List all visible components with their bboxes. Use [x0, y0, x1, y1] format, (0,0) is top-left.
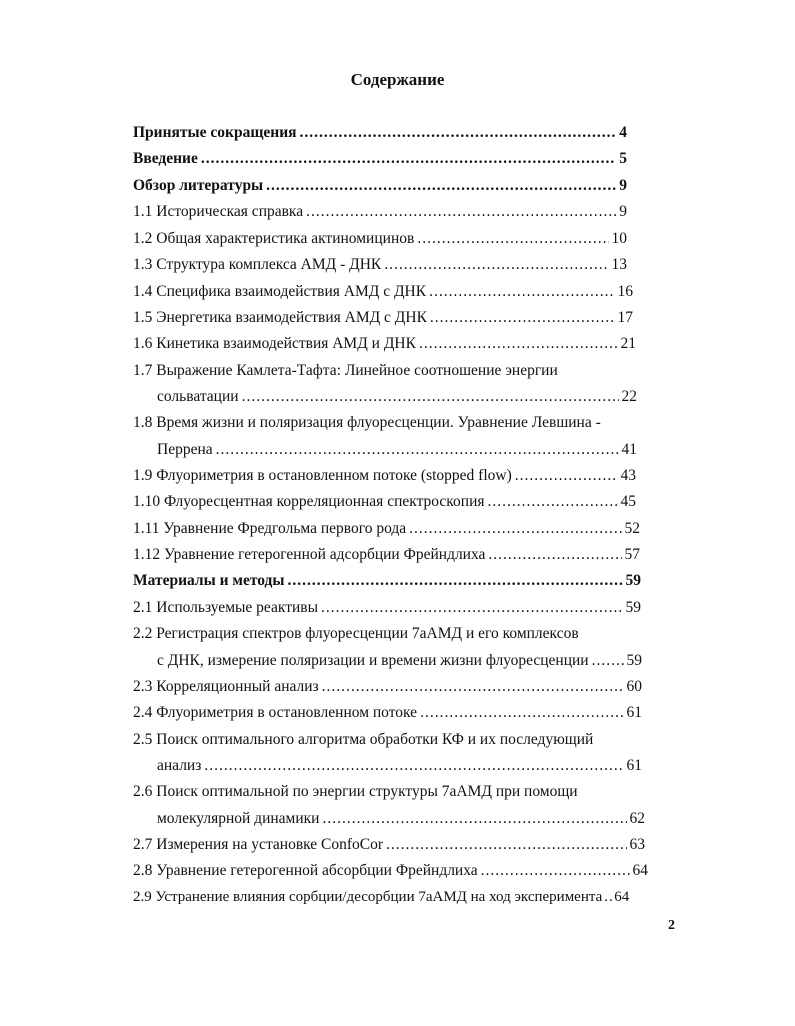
- toc-leader: [204, 755, 623, 777]
- toc-leader: [322, 676, 624, 698]
- toc-leader: [300, 122, 617, 144]
- toc-entry-page: 5: [619, 150, 627, 167]
- toc-entry: [157, 755, 642, 777]
- toc-entry-text: 2.4 Флуориметрия в остановленном потоке: [133, 704, 418, 721]
- toc-entry-page: 22: [621, 388, 637, 405]
- toc-entry-page: 57: [624, 546, 640, 563]
- toc-leader: [201, 148, 616, 170]
- toc-entry-text: 1.11 Уравнение Фредгольма первого рода: [133, 520, 407, 537]
- toc-entry: [133, 175, 627, 197]
- toc-entry: [133, 518, 640, 540]
- toc-entry: [133, 729, 642, 751]
- toc-entry-text: с ДНК, измерение поляризации и времени жизни флуоресценции: [157, 652, 589, 669]
- toc-entry-page: 21: [620, 335, 636, 352]
- toc-entry: [133, 570, 641, 592]
- toc-entry-text: 2.9 Устранение влияния сорбции/десорбции 7аАМД на ход эксперимента: [133, 889, 603, 905]
- toc-entry-page: 59: [626, 652, 642, 669]
- toc-entry: [133, 281, 633, 303]
- toc-entry-page: 4: [619, 124, 627, 141]
- toc-entry-text: 1.1 Историческая справка: [133, 203, 304, 220]
- toc-entry-text: Материалы и методы: [133, 572, 285, 589]
- toc-entry: [133, 360, 636, 382]
- toc-leader: [515, 465, 618, 487]
- toc-entry-text: Введение: [133, 150, 198, 167]
- toc-entry-text: 1.4 Специфика взаимодействия АМД с ДНК: [133, 283, 427, 300]
- toc-entry-page: 64: [614, 889, 630, 905]
- toc-entry-text: 1.10 Флуоресцентная корреляционная спектроскопия: [133, 493, 485, 510]
- toc-entry: [133, 122, 627, 144]
- toc-entry: [133, 307, 633, 329]
- toc-leader: [420, 702, 623, 724]
- page-number: 2: [668, 918, 675, 933]
- toc-entry: [133, 597, 641, 619]
- toc-leader: [592, 650, 624, 672]
- toc-leader: [384, 254, 608, 276]
- toc-entry: [133, 465, 636, 487]
- toc-entry: [157, 439, 637, 461]
- toc-entry-text: 2.3 Корреляционный анализ: [133, 678, 319, 695]
- toc-entry: [133, 860, 648, 882]
- toc-leader: [429, 281, 614, 303]
- toc-entry-text: анализ: [157, 757, 202, 774]
- toc-entry-text: 2.2 Регистрация спектров флуоресценции 7аАМД и его комплексов: [133, 625, 579, 642]
- toc-entry-text: молекулярной динамики: [157, 810, 320, 827]
- toc-leader: [242, 386, 619, 408]
- toc-entry-text: 1.6 Кинетика взаимодействия АМД и ДНК: [133, 335, 416, 352]
- toc-entry-text: 1.9 Флуориметрия в остановленном потоке (stopped flow): [133, 467, 512, 484]
- toc-entry: [133, 781, 645, 803]
- toc-entry-page: 45: [620, 493, 636, 510]
- toc-entry: [133, 228, 627, 250]
- toc-entry-page: 61: [626, 757, 642, 774]
- toc-entry-page: 10: [611, 230, 627, 247]
- toc-leader: [386, 834, 626, 856]
- toc-entry-page: 64: [632, 862, 648, 879]
- toc-leader: [419, 333, 618, 355]
- toc-entry: [133, 886, 652, 908]
- toc-entry-text: Обзор литературы: [133, 177, 264, 194]
- toc-entry-text: 1.7 Выражение Камлета-Тафта: Линейное соотношение энергии: [133, 362, 558, 379]
- toc-entry-page: 16: [617, 283, 633, 300]
- toc-entry-page: 62: [629, 810, 645, 827]
- toc-leader: [287, 570, 622, 592]
- toc-entry-text: 2.8 Уравнение гетерогенной абсорбции Фрейндлиха: [133, 862, 478, 879]
- toc-entry: [133, 544, 640, 566]
- toc-leader: [430, 307, 615, 329]
- toc-entry: [133, 702, 642, 724]
- toc-leader: [488, 491, 618, 513]
- toc-leader: [216, 439, 619, 461]
- toc-entry-text: 1.5 Энергетика взаимодействия АМД с ДНК: [133, 309, 427, 326]
- toc-entry-page: 60: [626, 678, 642, 695]
- toc-entry: [133, 412, 636, 434]
- toc-entry-text: Перрена: [157, 441, 213, 458]
- toc-entry-page: 13: [611, 256, 627, 273]
- toc-entry: [133, 201, 627, 223]
- toc-entry-text: 1.12 Уравнение гетерогенной адсорбции Фрейндлиха: [133, 546, 486, 563]
- toc-entry-page: 17: [617, 309, 633, 326]
- toc-entry: [157, 650, 642, 672]
- toc-entry-text: 2.5 Поиск оптимального алгоритма обработки КФ и их последующий: [133, 731, 594, 748]
- toc-entry-page: 9: [619, 177, 627, 194]
- toc-entry: [157, 808, 645, 830]
- page-title: Содержание: [350, 70, 445, 89]
- toc-leader: [306, 201, 616, 223]
- toc-entry-page: 9: [619, 203, 627, 220]
- toc-entry-text: 1.3 Структура комплекса АМД - ДНК: [133, 256, 382, 273]
- toc-entry: [133, 834, 645, 856]
- toc-leader: [604, 886, 612, 908]
- toc-leader: [322, 808, 626, 830]
- toc-entry-text: Принятые сокращения: [133, 124, 297, 141]
- toc-entry-text: 1.2 Общая характеристика актиномицинов: [133, 230, 415, 247]
- toc-entry-text: 1.8 Время жизни и поляризация флуоресценции. Уравнение Левшина -: [133, 414, 601, 431]
- toc-entry: [133, 333, 636, 355]
- toc-entry: [133, 676, 642, 698]
- toc-leader: [321, 597, 623, 619]
- toc-entry: [133, 148, 627, 170]
- toc-entry-page: 41: [621, 441, 637, 458]
- toc-entry-text: сольватации: [157, 388, 239, 405]
- toc-entry-page: 63: [629, 836, 645, 853]
- toc-leader: [266, 175, 616, 197]
- toc-entry-page: 52: [624, 520, 640, 537]
- toc-leader: [481, 860, 630, 882]
- toc-leader: [409, 518, 621, 540]
- toc-entry: [133, 491, 636, 513]
- toc-leader: [488, 544, 621, 566]
- toc-entry: [157, 386, 637, 408]
- toc-entry-text: 2.6 Поиск оптимальной по энергии структуры 7аАМД при помощи: [133, 783, 578, 800]
- toc-entry-page: 61: [626, 704, 642, 721]
- toc-entry-text: 2.7 Измерения на установке ConfoCor: [133, 836, 384, 853]
- toc-entry-page: 59: [625, 572, 641, 589]
- toc-entry: [133, 623, 648, 645]
- toc-entry-page: 43: [620, 467, 636, 484]
- toc-leader: [417, 228, 608, 250]
- toc-entry-text: 2.1 Используемые реактивы: [133, 599, 318, 616]
- toc-entry-page: 59: [625, 599, 641, 616]
- toc-entry: [133, 254, 627, 276]
